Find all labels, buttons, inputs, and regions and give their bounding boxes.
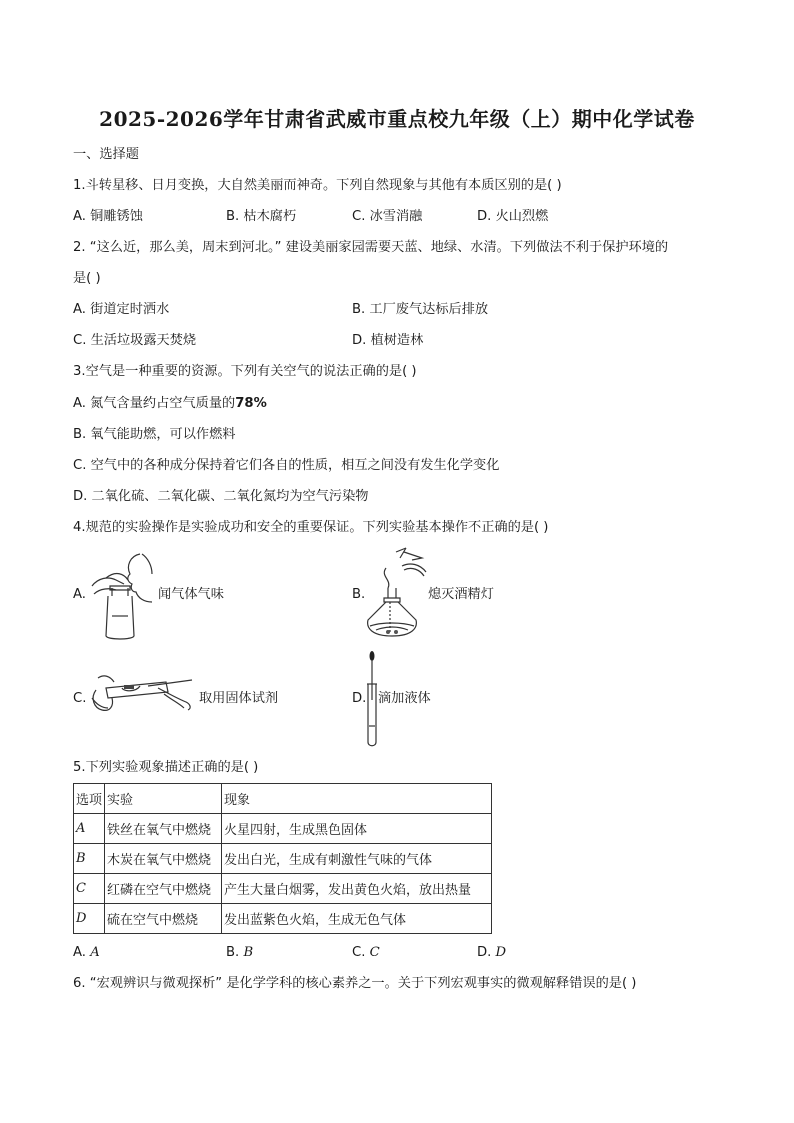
table-cell: C: [74, 874, 105, 904]
q4-caption-b: 熄灭酒精灯: [428, 587, 494, 602]
q4-letter-a: A.: [73, 587, 86, 602]
q3-option-a-value: 78%: [235, 396, 267, 411]
q1-option-c: C. 冰雪消融: [352, 209, 423, 224]
section-heading: 一、选择题: [73, 147, 139, 162]
table-row: [74, 844, 492, 874]
q4-caption-a: 闻气体气味: [158, 587, 224, 602]
q2-option-a: A. 街道定时洒水: [73, 302, 170, 317]
q2-option-b: B. 工厂废气达标后排放: [352, 302, 489, 317]
question-4-stem: 4.规范的实验操作是实验成功和安全的重要保证。下列实验基本操作不正确的是( ): [73, 520, 549, 535]
table-cell: B: [74, 844, 105, 874]
question-1-stem: 1.斗转星移、日月变换，大自然美丽而神奇。下列自然现象与其他有本质区别的是( ): [73, 178, 562, 193]
table-cell: 产生大量白烟雾，发出黄色火焰，放出热量: [222, 874, 492, 904]
page-title: 2025-2026学年甘肃省武威市重点校九年级（上）期中化学试卷: [99, 107, 695, 131]
q4-caption-d: 滴加液体: [378, 691, 431, 706]
table-cell: 铁丝在氧气中燃烧: [105, 814, 222, 844]
table-cell: 火星四射，生成黑色固体: [222, 814, 492, 844]
q2-option-d: D. 植树造林: [352, 333, 424, 348]
q1-option-b: B. 枯木腐朽: [226, 209, 297, 224]
table-header-cell: 实验: [105, 784, 222, 814]
q4-letter-d: D.: [352, 691, 367, 706]
table-cell: D: [74, 904, 105, 934]
question-6-stem: 6. “宏观辨识与微观探析” 是化学学科的核心素养之一。关于下列宏观事实的微观解释错误的是( ): [73, 976, 637, 991]
table-cell: 硫在空气中燃烧: [105, 904, 222, 934]
table-row: [74, 814, 492, 844]
table-cell: 发出蓝紫色火焰，生成无色气体: [222, 904, 492, 934]
question-3-stem: 3.空气是一种重要的资源。下列有关空气的说法正确的是( ): [73, 364, 417, 379]
table-row: [74, 904, 492, 934]
alcohol-lamp-illustration: [362, 546, 428, 642]
table-cell: 红磷在空气中燃烧: [105, 874, 222, 904]
q4-letter-b: B.: [352, 587, 366, 602]
q5-option-a: A. A: [73, 945, 100, 960]
q5-option-d: D. D: [477, 945, 507, 960]
table-row: [74, 874, 492, 904]
table-header-row: [74, 784, 492, 814]
q3-option-b: B. 氧气能助燃，可以作燃料: [73, 427, 236, 442]
question-5-stem: 5.下列实验观象描述正确的是( ): [73, 760, 259, 775]
table-cell: 发出白光，生成有刺激性气味的气体: [222, 844, 492, 874]
q1-option-a: A. 铜雕锈蚀: [73, 209, 143, 224]
q3-option-d: D. 二氧化硫、二氧化碳、二氧化氮均为空气污染物: [73, 489, 369, 504]
q5-option-b: B. B: [226, 945, 254, 960]
q2-option-c: C. 生活垃圾露天焚烧: [73, 333, 197, 348]
test-tube-solid-illustration: [88, 668, 196, 720]
q4-caption-c: 取用固体试剂: [199, 691, 279, 706]
q3-option-a: [73, 395, 267, 413]
q1-option-d: D. 火山烈燃: [477, 209, 549, 224]
observation-table: [73, 783, 492, 934]
q3-option-c: C. 空气中的各种成分保持着它们各自的性质，相互之间没有发生化学变化: [73, 458, 500, 473]
question-2-stem-cont: 是( ): [73, 271, 101, 286]
question-2-stem: 2. “这么近，那么美，周末到河北。” 建设美丽家园需要天蓝、地绿、水清。下列做法不利于保护环境的: [73, 240, 669, 255]
table-header-cell: 现象: [222, 784, 492, 814]
q3-option-a-text: A. 氮气含量约占空气质量的: [73, 396, 236, 411]
smelling-gas-illustration: [86, 550, 156, 640]
table-cell: 木炭在氧气中燃烧: [105, 844, 222, 874]
q5-option-c: C. C: [352, 945, 380, 960]
q4-letter-c: C.: [73, 691, 87, 706]
table-cell: A: [74, 814, 105, 844]
table-header-cell: 选项: [74, 784, 105, 814]
